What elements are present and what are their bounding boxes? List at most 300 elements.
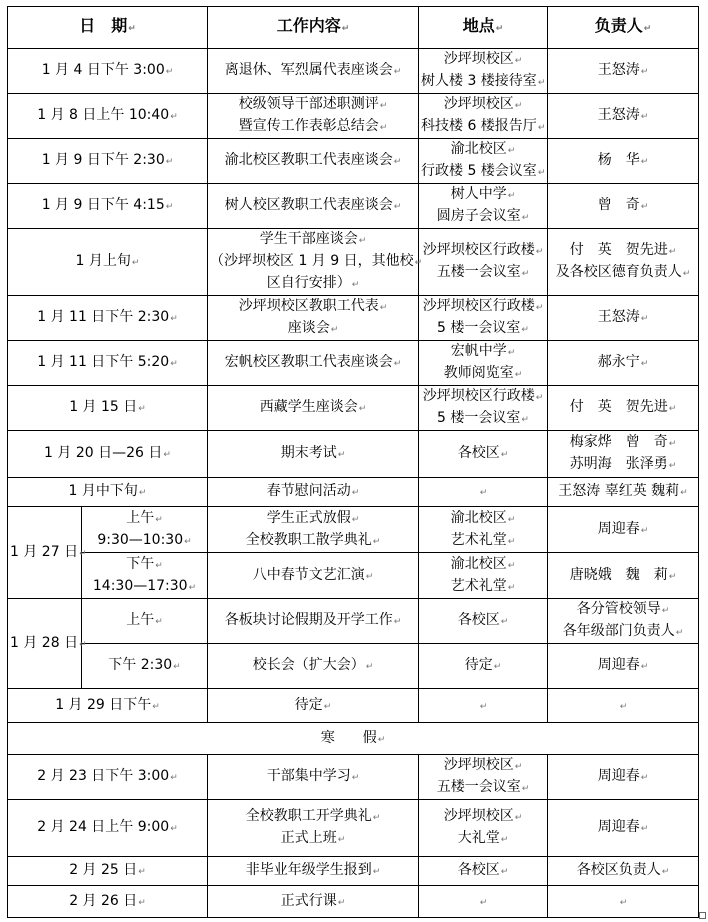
date-cell-text: 1 月 29 日下午 (55, 696, 152, 713)
date-cell (8, 755, 208, 800)
place-cell-text: 树人楼 3 楼接待室 (421, 73, 537, 89)
return-mark: ↵ (507, 560, 516, 571)
content-cell-text: 沙坪坝校区教职工代表 (238, 298, 379, 314)
place-cell (419, 94, 548, 139)
person-cell (548, 755, 699, 800)
date-cell (8, 431, 208, 478)
schedule-table (7, 6, 699, 918)
time-cell (82, 507, 208, 553)
return-mark: ↵ (507, 191, 516, 201)
return-mark: ↵ (358, 236, 367, 246)
return-mark: ↵ (495, 24, 504, 34)
person-cell (548, 644, 699, 689)
date-cell (8, 689, 208, 723)
time-cell-text: 上午 (126, 509, 155, 526)
return-mark: ↵ (351, 280, 360, 290)
return-mark: ↵ (521, 784, 530, 794)
content-cell-text: 干部集中学习 (266, 768, 351, 784)
table-row (8, 431, 699, 478)
person-cell (548, 184, 699, 229)
date-cell-text: 2 月 26 日 (69, 892, 138, 909)
return-mark: ↵ (514, 762, 523, 772)
content-cell (208, 644, 419, 689)
header-content (208, 7, 419, 49)
return-mark: ↵ (507, 514, 516, 525)
return-mark: ↵ (365, 571, 374, 582)
return-mark: ↵ (661, 867, 670, 877)
person-cell (548, 599, 699, 644)
return-mark: ↵ (365, 662, 374, 672)
table-row (8, 857, 699, 886)
place-cell-text: 渝北校区 (450, 141, 507, 157)
place-cell-text: 艺术礼堂 (450, 531, 507, 548)
return-mark: ↵ (675, 628, 684, 638)
return-mark: ↵ (188, 582, 197, 593)
place-cell (419, 296, 548, 341)
place-cell (419, 49, 548, 94)
return-mark: ↵ (138, 867, 146, 877)
date-cell-text: 1 月 8 日上午 10:40 (37, 107, 170, 123)
table-row (8, 49, 699, 94)
date-cell-text: 1 月中下旬 (68, 483, 138, 499)
place-cell-text: 沙坪坝校区行政楼 (422, 298, 535, 314)
date-cell (8, 886, 208, 918)
place-cell-text: 沙坪坝校区 (443, 757, 514, 773)
content-cell (208, 886, 419, 918)
date-cell (8, 94, 208, 139)
place-cell-text: 五楼一会议室 (436, 779, 521, 795)
table-row (8, 755, 699, 800)
date-cell-text: 2 月 23 日下午 3:00 (37, 768, 170, 784)
content-cell (208, 507, 419, 553)
content-cell-text: 树人校区教职工代表座谈会 (224, 197, 393, 213)
place-cell-text: 五楼一会议室 (436, 264, 521, 280)
content-cell-text: 暨宣传工作表彰总结会 (238, 118, 379, 134)
place-cell (419, 184, 548, 229)
return-mark: ↵ (514, 101, 523, 111)
table-row (8, 507, 699, 553)
place-cell (419, 689, 548, 723)
date-cell (8, 139, 208, 184)
return-mark: ↵ (661, 606, 670, 616)
person-cell-text: 王怒涛 (597, 107, 640, 123)
content-cell (208, 689, 419, 723)
return-mark: ↵ (170, 773, 178, 783)
return-mark: ↵ (640, 67, 649, 77)
date-cell-text: 1 月 20 日—26 日 (44, 445, 163, 461)
content-cell-text: 校长会（扩大会） (252, 657, 365, 673)
return-mark: ↵ (514, 813, 523, 823)
content-cell (208, 599, 419, 644)
return-mark: ↵ (537, 168, 546, 178)
return-mark: ↵ (79, 548, 87, 559)
person-cell (548, 431, 699, 478)
return-mark: ↵ (379, 303, 388, 313)
return-mark: ↵ (643, 24, 652, 34)
person-cell (548, 341, 699, 386)
place-cell (419, 431, 548, 478)
place-cell-text: 沙坪坝校区 (443, 96, 514, 112)
return-mark: ↵ (640, 824, 649, 834)
person-cell-text: 付 英 贺先进 (569, 399, 668, 415)
place-cell-text: 5 楼一会议室 (437, 410, 521, 426)
place-cell (419, 886, 548, 918)
return-mark: ↵ (619, 897, 628, 908)
date-cell-text: 1 月 9 日下午 4:15 (41, 197, 165, 213)
date-cell-text: 1 月 11 日下午 5:20 (37, 354, 170, 370)
header-content-text: 工作内容 (276, 16, 341, 35)
return-mark: ↵ (170, 112, 178, 122)
return-mark: ↵ (640, 202, 649, 212)
table-row (8, 94, 699, 139)
return-mark: ↵ (507, 582, 516, 593)
person-cell (548, 139, 699, 184)
person-cell (548, 49, 699, 94)
person-cell (548, 886, 699, 918)
date-cell-text: 1 月上旬 (75, 253, 131, 269)
person-cell (548, 689, 699, 723)
content-cell-text: 宏帆校区教职工代表座谈会 (224, 354, 393, 370)
header-date-text: 日 期 (79, 16, 128, 35)
holiday-banner-text: 寒 假 (320, 729, 377, 746)
header-date (8, 7, 208, 49)
return-mark: ↵ (351, 773, 360, 783)
return-mark: ↵ (500, 617, 509, 627)
content-cell (208, 478, 419, 507)
return-mark: ↵ (535, 393, 544, 403)
table-row (8, 341, 699, 386)
content-cell (208, 229, 423, 296)
date-cell (8, 857, 208, 886)
return-mark: ↵ (537, 123, 546, 133)
return-mark: ↵ (507, 348, 516, 358)
return-mark: ↵ (152, 701, 160, 712)
place-cell-text: 树人中学 (450, 186, 507, 202)
time-cell-text: 9:30—10:30 (97, 531, 184, 548)
return-mark: ↵ (377, 734, 386, 745)
table-row (8, 478, 699, 507)
content-cell-text: 期末考试 (280, 445, 337, 461)
table-row (8, 7, 699, 49)
place-cell-text: 沙坪坝校区行政楼 (422, 388, 535, 404)
header-person (548, 7, 699, 49)
person-cell (548, 857, 699, 886)
person-cell (548, 229, 699, 296)
content-cell (208, 553, 419, 599)
return-mark: ↵ (170, 359, 178, 369)
content-cell (208, 857, 419, 886)
table-row (8, 723, 699, 755)
person-cell (548, 478, 699, 507)
holiday-banner (8, 723, 699, 755)
date-cell (8, 800, 208, 857)
place-cell-text: 5 楼一会议室 (437, 320, 521, 336)
content-cell-text: 全校教职工开学典礼 (245, 808, 372, 824)
person-cell-text: 各年级部门负责人 (562, 623, 675, 639)
table-row (8, 139, 699, 184)
content-cell-text: 渝北校区教职工代表座谈会 (224, 152, 393, 168)
return-mark: ↵ (535, 303, 544, 313)
person-cell-text: 周迎春 (597, 819, 640, 835)
place-cell-text: 沙坪坝校区行政楼 (422, 242, 535, 258)
content-cell-text: 座谈会 (287, 320, 330, 336)
place-cell-text: 大礼堂 (457, 830, 500, 846)
return-mark: ↵ (358, 404, 367, 414)
return-mark: ↵ (330, 325, 339, 335)
content-cell-text: 西藏学生座谈会 (259, 399, 358, 415)
content-cell (208, 49, 419, 94)
return-mark: ↵ (393, 202, 402, 212)
place-cell (419, 139, 548, 184)
content-cell-text: 春节慰问活动 (266, 483, 351, 499)
place-cell-text: 各校区 (457, 445, 500, 461)
return-mark: ↵ (619, 701, 628, 712)
date-cell (8, 386, 208, 431)
person-cell-text: 王怒涛 (597, 62, 640, 78)
return-mark: ↵ (493, 662, 502, 672)
return-mark: ↵ (479, 488, 488, 498)
return-mark: ↵ (337, 450, 346, 460)
date-cell-text: 1 月 15 日 (69, 399, 138, 415)
person-cell-text: 曾 奇 (597, 197, 640, 213)
table-row (8, 386, 699, 431)
return-mark: ↵ (668, 247, 677, 257)
person-cell-text: 梅家烨 曾 奇 (569, 434, 668, 450)
return-mark: ↵ (640, 314, 649, 324)
content-cell-text: 各板块讨论假期及开学工作 (224, 612, 393, 628)
table-end-marker (699, 912, 706, 919)
return-mark: ↵ (165, 67, 174, 77)
place-cell-text: 教师阅览室 (443, 365, 514, 381)
person-cell (548, 386, 699, 431)
person-cell-text: 周迎春 (597, 520, 640, 537)
return-mark: ↵ (479, 701, 488, 712)
return-mark: ↵ (640, 112, 649, 122)
return-mark: ↵ (514, 370, 523, 380)
return-mark: ↵ (184, 536, 192, 547)
content-cell (208, 139, 419, 184)
content-cell-text: 非毕业年级学生报到 (245, 862, 372, 878)
return-mark: ↵ (379, 101, 388, 111)
time-cell-text: 14:30—17:30 (92, 577, 188, 594)
return-mark: ↵ (372, 813, 381, 823)
place-cell (419, 478, 548, 507)
return-mark: ↵ (337, 897, 346, 908)
table-row (8, 553, 699, 599)
person-cell-text: 周迎春 (597, 768, 640, 784)
person-cell (548, 507, 699, 553)
date-cell (8, 229, 208, 296)
return-mark: ↵ (170, 824, 178, 834)
person-cell-text: 及各校区德育负责人 (555, 264, 682, 280)
return-mark: ↵ (521, 415, 529, 425)
time-cell (82, 644, 208, 689)
header-place (419, 7, 548, 49)
person-cell-text: 王怒涛 辜红英 魏莉 (558, 483, 680, 499)
table-row (8, 229, 699, 296)
return-mark: ↵ (341, 24, 350, 34)
return-mark: ↵ (507, 146, 516, 156)
date-cell (8, 49, 208, 94)
place-cell (419, 507, 548, 553)
content-cell-text: 正式行课 (280, 892, 337, 909)
return-mark: ↵ (514, 56, 523, 66)
table-row (8, 644, 699, 689)
return-mark: ↵ (521, 325, 529, 335)
person-cell (548, 296, 699, 341)
place-cell-text: 艺术礼堂 (450, 577, 507, 594)
return-mark: ↵ (668, 439, 677, 449)
person-cell-text: 杨 华 (597, 152, 640, 168)
return-mark: ↵ (337, 835, 346, 845)
return-mark: ↵ (351, 488, 360, 498)
return-mark: ↵ (79, 639, 87, 650)
table-row (8, 800, 699, 857)
return-mark: ↵ (500, 835, 509, 845)
place-cell-text: 各校区 (457, 612, 500, 628)
return-mark: ↵ (372, 867, 381, 877)
person-cell-text: 各分管校领导 (576, 601, 661, 617)
content-cell-text: 离退休、军烈属代表座谈会 (224, 62, 393, 78)
header-person-text: 负责人 (594, 16, 643, 35)
date-cell (8, 341, 208, 386)
content-cell (208, 431, 419, 478)
date-cell-text: 2 月 24 日上午 9:00 (37, 819, 170, 835)
table-row (8, 599, 699, 644)
place-cell-text: 渝北校区 (450, 555, 507, 572)
person-cell-text: 郝永宁 (597, 354, 640, 370)
place-cell (419, 341, 548, 386)
person-cell (548, 553, 699, 599)
place-cell (419, 644, 548, 689)
return-mark: ↵ (163, 450, 171, 460)
content-cell (208, 341, 419, 386)
return-mark: ↵ (165, 157, 174, 167)
return-mark: ↵ (640, 525, 649, 536)
content-cell-text: 校级领导干部述职测评 (238, 96, 379, 112)
return-mark: ↵ (414, 258, 423, 268)
content-cell-text: 全校教职工散学典礼 (245, 531, 372, 548)
date-cell (8, 184, 208, 229)
return-mark: ↵ (131, 258, 140, 268)
table-row (8, 886, 699, 918)
date-cell (8, 296, 208, 341)
place-cell (419, 599, 548, 644)
time-cell-text: 下午 2:30 (108, 657, 173, 673)
return-mark: ↵ (500, 867, 509, 877)
return-mark: ↵ (640, 157, 649, 167)
return-mark: ↵ (393, 67, 402, 77)
date-cell (8, 507, 87, 599)
return-mark: ↵ (393, 617, 402, 627)
person-cell-text: 王怒涛 (597, 309, 640, 325)
date-cell-text: 1 月 27 日 (10, 543, 79, 560)
return-mark: ↵ (379, 123, 388, 133)
return-mark: ↵ (155, 514, 163, 525)
content-cell-text: （沙坪坝校区 1 月 9 日，其他校 (210, 253, 414, 269)
content-cell-text: 区自行安排） (266, 275, 351, 291)
date-cell-text: 1 月 28 日 (10, 634, 79, 651)
return-mark: ↵ (668, 404, 677, 414)
return-mark: ↵ (535, 247, 544, 257)
return-mark: ↵ (479, 897, 488, 908)
return-mark: ↵ (155, 560, 163, 571)
content-cell-text: 八中春节文艺汇演 (252, 566, 365, 583)
person-cell (548, 800, 699, 857)
date-cell-text: 2 月 25 日 (69, 862, 138, 878)
return-mark: ↵ (128, 24, 136, 34)
return-mark: ↵ (521, 213, 530, 223)
return-mark: ↵ (680, 488, 688, 498)
place-cell-text: 各校区 (457, 862, 500, 878)
content-cell-text: 正式上班 (280, 830, 337, 846)
return-mark: ↵ (138, 897, 146, 908)
return-mark: ↵ (668, 461, 677, 471)
place-cell (419, 755, 548, 800)
place-cell-text: 待定 (464, 657, 493, 673)
return-mark: ↵ (323, 701, 332, 712)
return-mark: ↵ (173, 662, 181, 672)
return-mark: ↵ (537, 78, 546, 88)
person-cell-text: 付 英 贺先进 (569, 242, 668, 258)
place-cell-text: 渝北校区 (450, 509, 507, 526)
return-mark: ↵ (155, 617, 163, 627)
return-mark: ↵ (138, 404, 146, 414)
place-cell-text: 科技楼 6 楼报告厅 (421, 118, 537, 134)
time-cell-text: 下午 (126, 555, 155, 572)
content-cell-text: 学生正式放假 (266, 509, 351, 526)
return-mark: ↵ (393, 157, 402, 167)
place-cell-text: 圆房子会议室 (436, 208, 521, 224)
date-cell-text: 1 月 9 日下午 2:30 (41, 152, 165, 168)
date-cell-text: 1 月 11 日下午 2:30 (37, 309, 170, 325)
return-mark: ↵ (372, 536, 381, 547)
return-mark: ↵ (165, 202, 174, 212)
return-mark: ↵ (668, 571, 677, 582)
time-cell-text: 上午 (126, 612, 155, 628)
date-cell (8, 478, 208, 507)
return-mark: ↵ (640, 662, 649, 672)
return-mark: ↵ (393, 359, 402, 369)
return-mark: ↵ (682, 269, 691, 279)
content-cell-text: 待定 (294, 696, 323, 713)
date-cell (8, 599, 87, 689)
return-mark: ↵ (138, 488, 147, 498)
time-cell (82, 599, 208, 644)
content-cell (208, 800, 419, 857)
date-cell-text: 1 月 4 日下午 3:00 (41, 62, 165, 78)
content-cell (208, 386, 419, 431)
return-mark: ↵ (521, 269, 530, 279)
table-row (8, 296, 699, 341)
return-mark: ↵ (640, 773, 649, 783)
place-cell-text: 宏帆中学 (450, 343, 507, 359)
content-cell (208, 296, 419, 341)
place-cell-text: 行政楼 5 楼会议室 (421, 163, 537, 179)
person-cell-text: 苏明海 张泽勇 (569, 456, 668, 472)
time-cell (82, 553, 208, 599)
person-cell-text: 周迎春 (597, 657, 640, 673)
return-mark: ↵ (507, 536, 516, 547)
table-row (8, 184, 699, 229)
return-mark: ↵ (640, 359, 649, 369)
return-mark: ↵ (351, 514, 360, 525)
place-cell (419, 386, 548, 431)
content-cell (208, 184, 419, 229)
place-cell (419, 553, 548, 599)
person-cell-text: 唐晓娥 魏 莉 (569, 566, 668, 583)
table-row (8, 689, 699, 723)
